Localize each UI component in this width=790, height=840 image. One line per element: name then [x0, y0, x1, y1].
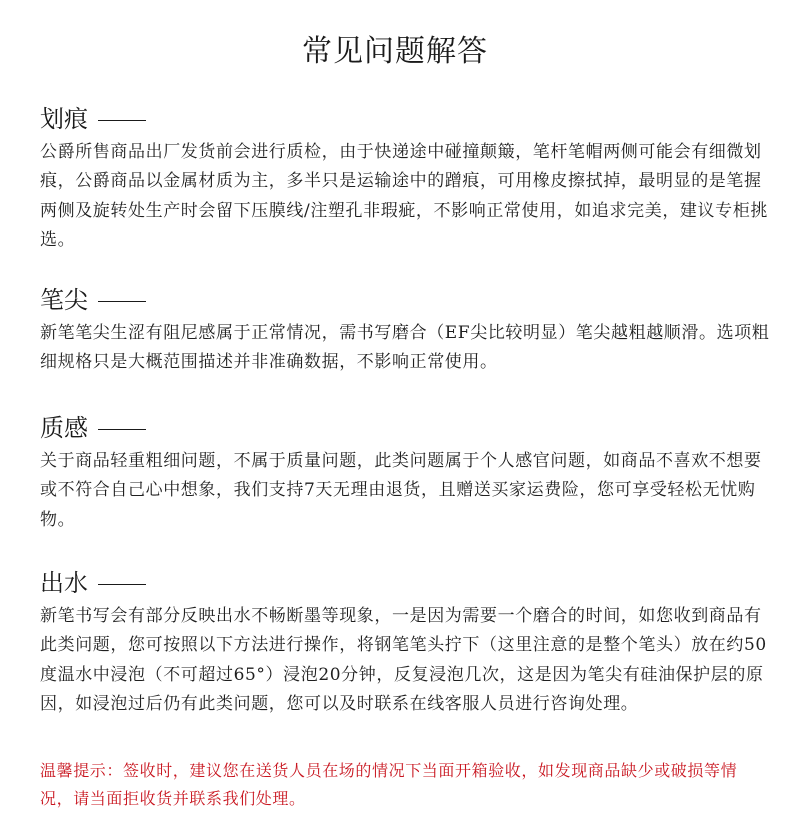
section-heading-text: 出水 — [40, 569, 88, 597]
section-heading — [40, 411, 770, 445]
section-scratches — [40, 102, 770, 255]
section-body: 新笔笔尖生涩有阻尼感属于正常情况，需书写磨合（EF尖比较明显）笔尖越粗越顺滑。选项粗细规格只是大概范围描述并非准确数据，不影响正常使用。 — [40, 323, 770, 373]
heading-dash-divider — [98, 301, 146, 302]
section-heading-text: 质感 — [40, 414, 88, 442]
heading-dash-divider — [98, 584, 146, 585]
section-heading-text: 笔尖 — [40, 286, 88, 314]
section-nib — [40, 283, 770, 378]
section-body: 新笔书写会有部分反映出水不畅断墨等现象，一是因为需要一个磨合的时间，如您收到商品有此类问题，您可按照以下方法进行操作，将钢笔笔头拧下（这里注意的是整个笔头）放在约50度温水中浸泡（不可超过65°）浸泡20分钟，反复浸泡几次，这是因为笔尖有硅油保护层的原因，如浸泡过后仍有此类问题，您可以及时联系在线客服人员进行咨询处理。 — [40, 606, 767, 714]
section-heading — [40, 283, 770, 317]
section-heading-text: 划痕 — [40, 105, 88, 133]
heading-dash-divider — [98, 429, 146, 430]
page-title: 常见问题解答 — [302, 34, 488, 69]
section-body: 关于商品轻重粗细问题，不属于质量问题，此类问题属于个人感官问题，如商品不喜欢不想要或不符合自己心中想象，我们支持7天无理由退货，且赠送买家运费险，您可享受轻松无忧购物。 — [40, 451, 762, 530]
heading-dash-divider — [98, 120, 146, 121]
delivery-notice: 温馨提示：签收时，建议您在送货人员在场的情况下当面开箱验收，如发现商品缺少或破损等情况，请当面拒收货并联系我们处理。 — [40, 761, 738, 808]
section-ink-flow — [40, 566, 770, 719]
section-feel — [40, 411, 770, 535]
section-heading — [40, 566, 770, 600]
section-body: 公爵所售商品出厂发货前会进行质检，由于快递途中碰撞颠簸，笔杆笔帽两侧可能会有细微划痕，公爵商品以金属材质为主，多半只是运输途中的蹭痕，可用橡皮擦拭掉，最明显的是笔握两侧及旋转处生产时会留下压膜线/注塑孔非瑕疵，不影响正常使用，如追求完美，建议专柜挑选。 — [40, 142, 768, 250]
section-heading — [40, 102, 770, 136]
